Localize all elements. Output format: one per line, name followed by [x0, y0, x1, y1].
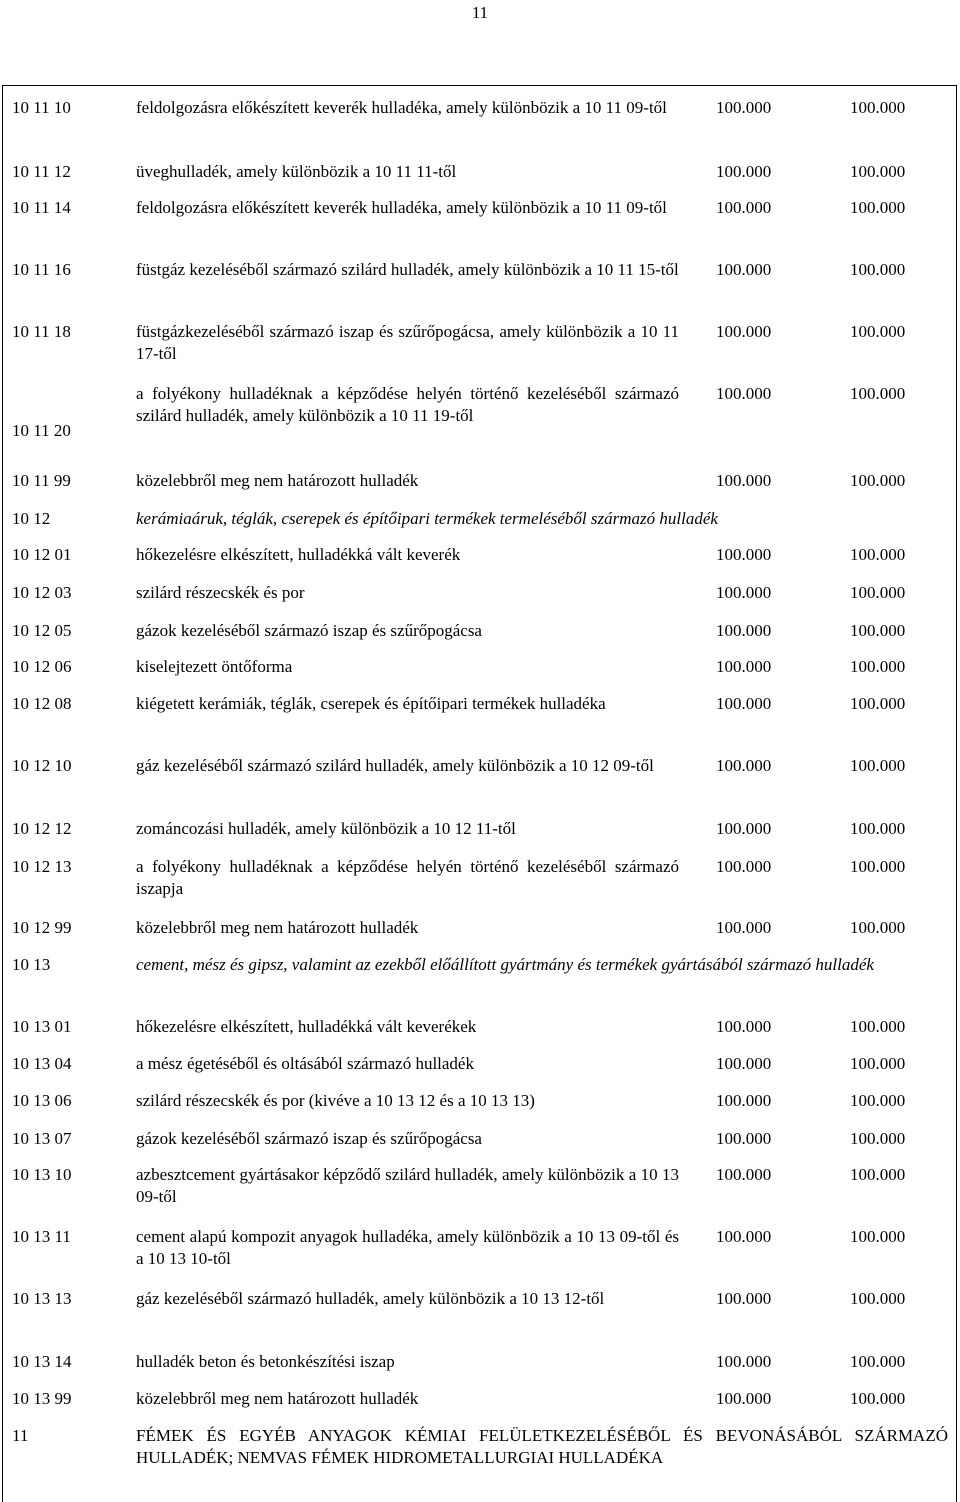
waste-description: hőkezelésre elkészített, hulladékká vált keverékek — [136, 1017, 477, 1036]
waste-description: kiégetett kerámiák, téglák, cserepek és építőipari termékek hulladéka — [136, 694, 606, 713]
limit-value-1: 100.000 — [716, 694, 772, 713]
waste-code: 11 — [12, 1426, 29, 1445]
limit-value-1: 100.000 — [716, 1227, 772, 1246]
limit-value-2: 100.000 — [850, 918, 906, 937]
limit-value-2: 100.000 — [850, 1017, 906, 1036]
limit-value-1: 100.000 — [716, 1389, 772, 1408]
limit-value-1: 100.000 — [716, 162, 772, 181]
limit-value-1: 100.000 — [716, 322, 772, 341]
limit-value-1: 100.000 — [716, 545, 772, 564]
limit-value-2: 100.000 — [850, 819, 906, 838]
waste-code: 10 12 13 — [12, 857, 72, 876]
limit-value-2: 100.000 — [850, 260, 906, 279]
limit-value-1: 100.000 — [716, 471, 772, 490]
waste-code: 10 13 07 — [12, 1129, 72, 1148]
waste-code: 10 12 03 — [12, 583, 72, 602]
limit-value-2: 100.000 — [850, 756, 906, 775]
waste-description: gázok kezeléséből származó iszap és szűrőpogácsa — [136, 1129, 482, 1148]
waste-code: 10 13 99 — [12, 1389, 72, 1408]
waste-description: hulladék beton és betonkészítési iszap — [136, 1352, 395, 1371]
limit-value-2: 100.000 — [850, 471, 906, 490]
waste-code: 10 12 10 — [12, 756, 72, 775]
limit-value-2: 100.000 — [850, 1091, 906, 1110]
waste-code: 10 11 16 — [12, 260, 71, 279]
limit-value-2: 100.000 — [850, 1227, 906, 1246]
waste-code: 10 13 06 — [12, 1091, 72, 1110]
limit-value-2: 100.000 — [850, 1129, 906, 1148]
limit-value-2: 100.000 — [850, 621, 906, 640]
limit-value-2: 100.000 — [850, 1389, 906, 1408]
limit-value-2: 100.000 — [850, 1054, 906, 1073]
limit-value-2: 100.000 — [850, 322, 906, 341]
waste-code: 10 11 99 — [12, 471, 71, 490]
limit-value-2: 100.000 — [850, 857, 906, 876]
limit-value-1: 100.000 — [716, 583, 772, 602]
limit-value-1: 100.000 — [716, 857, 772, 876]
waste-code: 10 13 10 — [12, 1165, 72, 1184]
waste-description: közelebbről meg nem határozott hulladék — [136, 918, 419, 937]
waste-description: kerámiaáruk, téglák, cserepek és építőipari termékek termeléséből származó hulladék — [136, 509, 718, 528]
waste-code: 10 11 12 — [12, 162, 71, 181]
limit-value-1: 100.000 — [716, 260, 772, 279]
limit-value-1: 100.000 — [716, 384, 772, 403]
waste-description: a mész égetéséből és oltásából származó hulladék — [136, 1054, 474, 1073]
limit-value-1: 100.000 — [716, 621, 772, 640]
waste-code: 10 11 20 — [12, 421, 71, 440]
waste-description: zománcozási hulladék, amely különbözik a 10 12 11-től — [136, 819, 516, 838]
limit-value-1: 100.000 — [716, 1017, 772, 1036]
page-number: 11 — [471, 3, 489, 22]
limit-value-2: 100.000 — [850, 98, 906, 117]
waste-code: 10 12 99 — [12, 918, 72, 937]
waste-code: 10 13 13 — [12, 1289, 72, 1308]
limit-value-2: 100.000 — [850, 1165, 906, 1184]
limit-value-1: 100.000 — [716, 1352, 772, 1371]
waste-code: 10 12 01 — [12, 545, 72, 564]
waste-description: gázok kezeléséből származó iszap és szűrőpogácsa — [136, 621, 482, 640]
limit-value-1: 100.000 — [716, 1289, 772, 1308]
limit-value-2: 100.000 — [850, 545, 906, 564]
waste-description: feldolgozásra előkészített keverék hulladéka, amely különbözik a 10 11 09-től — [136, 198, 667, 217]
waste-description: gáz kezeléséből származó hulladék, amely különbözik a 10 13 12-től — [136, 1289, 605, 1308]
waste-description: FÉMEK ÉS EGYÉB ANYAGOK KÉMIAI FELÜLETKEZELÉSÉBŐL ÉS BEVONÁSÁBÓL SZÁRMAZÓ HULLADÉK; NEMVAS FÉMEK HIDROMETALLURGIAI HULLADÉKA — [136, 1426, 948, 1467]
waste-description: közelebbről meg nem határozott hulladék — [136, 471, 419, 490]
limit-value-2: 100.000 — [850, 162, 906, 181]
limit-value-2: 100.000 — [850, 1289, 906, 1308]
waste-description: feldolgozásra előkészített keverék hulladéka, amely különbözik a 10 11 09-től — [136, 98, 667, 117]
waste-code: 10 13 04 — [12, 1054, 72, 1073]
waste-description: füstgázkezeléséből származó iszap és szűrőpogácsa, amely különbözik a 10 11 17-től — [136, 322, 679, 363]
limit-value-1: 100.000 — [716, 1129, 772, 1148]
waste-code: 10 11 18 — [12, 322, 71, 341]
limit-value-1: 100.000 — [716, 1091, 772, 1110]
waste-description: szilárd részecskék és por (kivéve a 10 13 12 és a 10 13 13) — [136, 1091, 535, 1110]
limit-value-1: 100.000 — [716, 819, 772, 838]
waste-description: hőkezelésre elkészített, hulladékká vált keverék — [136, 545, 461, 564]
waste-code: 10 13 14 — [12, 1352, 72, 1371]
limit-value-2: 100.000 — [850, 657, 906, 676]
waste-description: gáz kezeléséből származó szilárd hulladék, amely különbözik a 10 12 09-től — [136, 756, 654, 775]
waste-description: közelebbről meg nem határozott hulladék — [136, 1389, 419, 1408]
waste-code: 10 12 05 — [12, 621, 72, 640]
waste-description: üveghulladék, amely különbözik a 10 11 11-től — [136, 162, 457, 181]
limit-value-2: 100.000 — [850, 384, 906, 403]
waste-code: 10 12 — [12, 509, 51, 528]
limit-value-1: 100.000 — [716, 657, 772, 676]
waste-code: 10 11 14 — [12, 198, 71, 217]
waste-description: szilárd részecskék és por — [136, 583, 305, 602]
waste-code: 10 13 01 — [12, 1017, 72, 1036]
waste-code: 10 12 08 — [12, 694, 72, 713]
limit-value-1: 100.000 — [716, 1165, 772, 1184]
limit-value-2: 100.000 — [850, 583, 906, 602]
waste-description: cement alapú kompozit anyagok hulladéka, amely különbözik a 10 13 09-től és a 10 13 10-től — [136, 1227, 679, 1268]
waste-description: a folyékony hulladéknak a képződése helyén történő kezeléséből származó szilárd hulladék, amely különbözik a 10 11 19-től — [136, 384, 679, 425]
limit-value-2: 100.000 — [850, 198, 906, 217]
waste-code: 10 11 10 — [12, 98, 71, 117]
waste-description: cement, mész és gipsz, valamint az ezekből előállított gyártmány és termékek gyártásából származó hulladék — [136, 955, 874, 974]
limit-value-1: 100.000 — [716, 918, 772, 937]
waste-description: azbesztcement gyártásakor képződő szilárd hulladék, amely különbözik a 10 13 09-től — [136, 1165, 679, 1206]
waste-code: 10 12 12 — [12, 819, 72, 838]
waste-description: a folyékony hulladéknak a képződése helyén történő kezeléséből származó iszapja — [136, 857, 679, 898]
waste-code: 10 12 06 — [12, 657, 72, 676]
limit-value-2: 100.000 — [850, 694, 906, 713]
waste-description: kiselejtezett öntőforma — [136, 657, 293, 676]
waste-code: 10 13 11 — [12, 1227, 71, 1246]
limit-value-1: 100.000 — [716, 756, 772, 775]
limit-value-2: 100.000 — [850, 1352, 906, 1371]
waste-description: füstgáz kezeléséből származó szilárd hulladék, amely különbözik a 10 11 15-től — [136, 260, 679, 279]
waste-code: 10 13 — [12, 955, 51, 974]
limit-value-1: 100.000 — [716, 198, 772, 217]
limit-value-1: 100.000 — [716, 98, 772, 117]
limit-value-1: 100.000 — [716, 1054, 772, 1073]
